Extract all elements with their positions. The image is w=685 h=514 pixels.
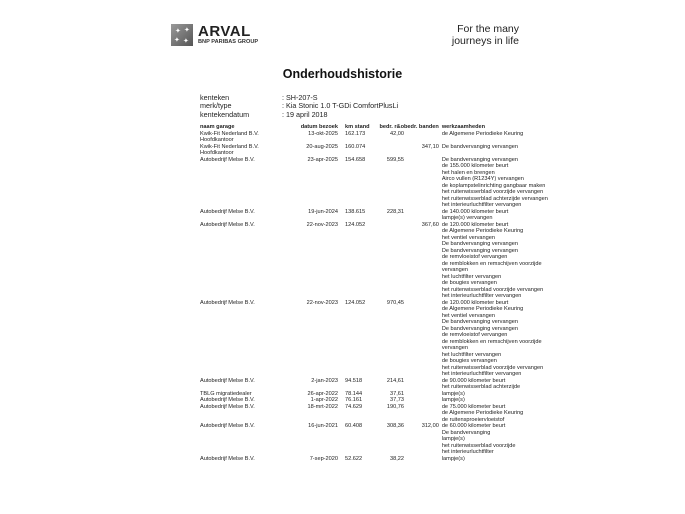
work-item: het ruitenwisserblad voorzijde vervangen xyxy=(441,286,544,293)
tire-cost-cell xyxy=(404,131,439,144)
arval-logo xyxy=(171,24,258,46)
work-item: de remblokken en remschijven voorzijde vervangen xyxy=(441,260,542,273)
col-date: datum bezoek xyxy=(300,124,338,130)
garage-cell: Autobedrijf Melse B.V. xyxy=(200,423,255,429)
km-cell: 52.622 xyxy=(345,455,363,462)
work-item: De bandvervanging vervangen xyxy=(441,319,519,325)
work-item: De bandvervanging vervangen xyxy=(441,156,519,163)
bnp-stars-icon: ✦ ✦ ✦ ✦ xyxy=(171,24,193,46)
work-item: de 120.000 kilometer beurt xyxy=(441,221,509,228)
date-cell: 2-jan-2023 xyxy=(311,377,338,384)
work-item: De bandvervanging vervangen xyxy=(441,143,519,150)
garage-cell: Autobedrijf Melse B.V. xyxy=(200,299,255,306)
table-row xyxy=(200,423,554,456)
work-item: de bougies vervangen xyxy=(441,280,497,286)
work-cell xyxy=(439,423,554,456)
km-cell: 154.658 xyxy=(345,156,366,163)
date-cell: 1-apr-2022 xyxy=(310,397,338,403)
table-row xyxy=(200,209,554,222)
garage-cell: Kwik-Fit Nederland B.V. Hoofdkantoor xyxy=(200,130,259,143)
ro-cost-cell: 599,55 xyxy=(386,156,404,163)
ro-cost-cell xyxy=(375,222,404,300)
garage-cell: Autobedrijf Melse B.V. xyxy=(200,156,255,163)
table-row xyxy=(200,300,554,378)
work-item: lampje(s) xyxy=(441,455,465,462)
work-item: de remvloeistof vervangen xyxy=(441,254,508,260)
tire-cost-cell xyxy=(404,378,439,391)
garage-cell: Autobedrijf Melse B.V. xyxy=(200,397,255,403)
value: : SH-207-S xyxy=(282,93,318,102)
work-item: het ventiel vervangen xyxy=(441,234,495,241)
work-cell xyxy=(439,222,554,300)
garage-cell: Autobedrijf Melse B.V. xyxy=(200,455,255,462)
work-item: lampje(s) xyxy=(441,436,465,442)
col-work: werkzaamheden xyxy=(441,124,486,130)
work-item: de bougies vervangen xyxy=(441,358,497,364)
work-item: lampje(s) xyxy=(441,390,465,397)
km-cell: 162.173 xyxy=(345,130,366,137)
work-item: de Algemene Periodieke Keuring xyxy=(441,306,524,312)
work-item: de 90.000 kilometer beurt xyxy=(441,377,506,384)
table-row xyxy=(200,157,554,209)
work-item: De bandvervanging xyxy=(441,429,491,436)
work-item: het interieurluchtfilter vervangen xyxy=(441,202,522,208)
work-item: de 140.000 kilometer beurt xyxy=(441,208,509,215)
work-item: de Algemene Periodieke Keuring xyxy=(441,410,524,416)
work-item: het interieurluchtfilter vervangen xyxy=(441,371,522,377)
km-cell: 124.052 xyxy=(345,221,366,228)
tagline-line-1: For the many xyxy=(457,23,519,35)
maintenance-table xyxy=(200,124,554,462)
work-item: de Algemene Periodieke Keuring xyxy=(441,130,524,137)
date-cell: 26-apr-2022 xyxy=(307,390,338,397)
km-cell: 60.408 xyxy=(345,423,363,429)
vehicle-date-row xyxy=(200,111,398,119)
work-item: de 120.000 kilometer beurt xyxy=(441,299,509,306)
work-item: het interieurluchtfilter vervangen xyxy=(441,293,522,299)
work-item: De bandvervanging vervangen xyxy=(441,325,519,332)
work-cell xyxy=(439,131,554,144)
work-cell xyxy=(439,404,554,424)
vehicle-info xyxy=(200,94,398,119)
value: : Kia Stonic 1.0 T-GDi ComfortPlusLi xyxy=(282,101,399,111)
work-item: de 155.000 kilometer beurt xyxy=(441,163,509,169)
work-item: het ruitenwisserblad achterzijde vervangen xyxy=(441,195,548,202)
date-cell: 13-okt-2025 xyxy=(308,130,338,137)
work-item: De bandvervanging vervangen xyxy=(441,241,519,247)
garage-cell: Autobedrijf Melse B.V. xyxy=(200,221,255,228)
work-item: lampje(s) xyxy=(441,397,465,403)
work-item: het ruitenwisserblad voorzijde vervangen xyxy=(441,189,544,195)
work-item: het ruitenwisserblad voorzijde vervangen xyxy=(441,364,544,371)
table-row xyxy=(200,144,554,157)
work-cell xyxy=(439,378,554,391)
garage-cell: Autobedrijf Melse B.V. xyxy=(200,208,255,215)
tagline-line-2: journeys in life xyxy=(451,34,519,47)
work-item: het halen en brengen xyxy=(441,169,495,176)
work-item: de ruitensproeiervloeistof xyxy=(441,416,505,423)
km-cell: 124.052 xyxy=(345,299,366,306)
date-cell: 19-jun-2024 xyxy=(308,208,338,215)
ro-cost-cell: 37,73 xyxy=(390,397,404,403)
col-km: km stand xyxy=(345,124,370,130)
work-item: de 75.000 kilometer beurt xyxy=(441,403,506,410)
work-item: het luchtfilter vervangen xyxy=(441,351,502,358)
tire-cost-cell xyxy=(404,209,439,222)
km-cell: 138.615 xyxy=(345,208,366,215)
value: : 19 april 2018 xyxy=(282,109,328,119)
col-garage: naam garage xyxy=(200,124,235,130)
ro-cost-cell: 308,36 xyxy=(386,423,404,429)
ro-cost-cell: 37,61 xyxy=(390,390,404,397)
date-cell: 22-nov-2023 xyxy=(306,299,338,306)
work-cell xyxy=(439,209,554,222)
table-row xyxy=(200,378,554,391)
date-cell: 22-nov-2023 xyxy=(306,221,338,228)
work-item: De bandvervanging vervangen xyxy=(441,247,519,254)
km-cell: 94.518 xyxy=(345,377,363,384)
col-tires: bedr. banden xyxy=(404,124,439,130)
work-item: de remblokken en remschijven voorzijde vervangen xyxy=(441,338,542,351)
date-cell: 16-jun-2021 xyxy=(308,423,338,429)
ro-cost-cell: 42,00 xyxy=(390,130,404,137)
col-ro: bedr. r&o xyxy=(379,124,404,130)
tire-cost-cell xyxy=(404,404,439,424)
work-item: het ruitenwisserblad voorzijde xyxy=(441,442,516,449)
tagline xyxy=(452,24,519,47)
ro-cost-cell: 190,76 xyxy=(386,403,404,410)
tire-cost-cell: 367,60 xyxy=(421,221,439,228)
work-item: de Algemene Periodieke Keuring xyxy=(441,228,524,234)
work-cell xyxy=(439,300,554,378)
label: kenteken xyxy=(200,93,230,102)
page-title: Onderhoudshistorie xyxy=(282,67,403,81)
km-cell: 74.629 xyxy=(345,403,363,410)
tire-cost-cell: 347,10 xyxy=(421,143,439,150)
brand-name: ARVAL xyxy=(198,22,251,40)
garage-cell: Kwik-Fit Nederland B.V. Hoofdkantoor xyxy=(200,143,259,156)
ro-cost-cell xyxy=(375,144,404,157)
tire-cost-cell xyxy=(404,456,439,463)
km-cell: 160.074 xyxy=(345,143,366,150)
ro-cost-cell: 970,45 xyxy=(386,299,404,306)
work-item: Airco vullen (R1234Y) vervangen xyxy=(441,176,524,182)
work-item: het ruitenwisserblad achterzijde xyxy=(441,384,521,390)
work-cell xyxy=(439,456,554,463)
table-row xyxy=(200,404,554,424)
km-cell: 78.144 xyxy=(345,390,363,397)
work-item: het interieurluchtfilter xyxy=(441,449,494,455)
km-cell: 76.161 xyxy=(345,397,363,403)
work-item: het ventiel vervangen xyxy=(441,312,495,319)
table-row xyxy=(200,456,554,463)
tire-cost-cell: 312,00 xyxy=(421,423,439,429)
date-cell: 7-sep-2020 xyxy=(309,455,338,462)
brand-subtitle: BNP PARIBAS GROUP xyxy=(198,38,259,45)
garage-cell: TBLG migratiedealer xyxy=(200,390,252,397)
table-row xyxy=(200,131,554,144)
work-item: de koplampstelinrichting gangbaar maken xyxy=(441,182,546,189)
work-item: de 60.000 kilometer beurt xyxy=(441,423,506,429)
work-cell xyxy=(439,144,554,157)
tire-cost-cell xyxy=(404,300,439,378)
work-item: de remvloeistof vervangen xyxy=(441,332,508,338)
work-cell xyxy=(439,157,554,209)
table-row xyxy=(200,222,554,300)
date-cell: 18-mrt-2022 xyxy=(307,403,338,410)
ro-cost-cell: 214,61 xyxy=(386,377,404,384)
tire-cost-cell xyxy=(404,157,439,209)
ro-cost-cell: 38,22 xyxy=(390,455,404,462)
ro-cost-cell: 228,31 xyxy=(386,208,404,215)
date-cell: 20-aug-2025 xyxy=(306,143,338,150)
label: merk/type xyxy=(200,101,232,111)
work-item: lampje(s) vervangen xyxy=(441,215,493,221)
work-item: het luchtfilter vervangen xyxy=(441,273,502,280)
label: kentekendatum xyxy=(200,109,250,119)
date-cell: 23-apr-2025 xyxy=(307,156,338,163)
garage-cell: Autobedrijf Melse B.V. xyxy=(200,403,255,410)
garage-cell: Autobedrijf Melse B.V. xyxy=(200,377,255,384)
